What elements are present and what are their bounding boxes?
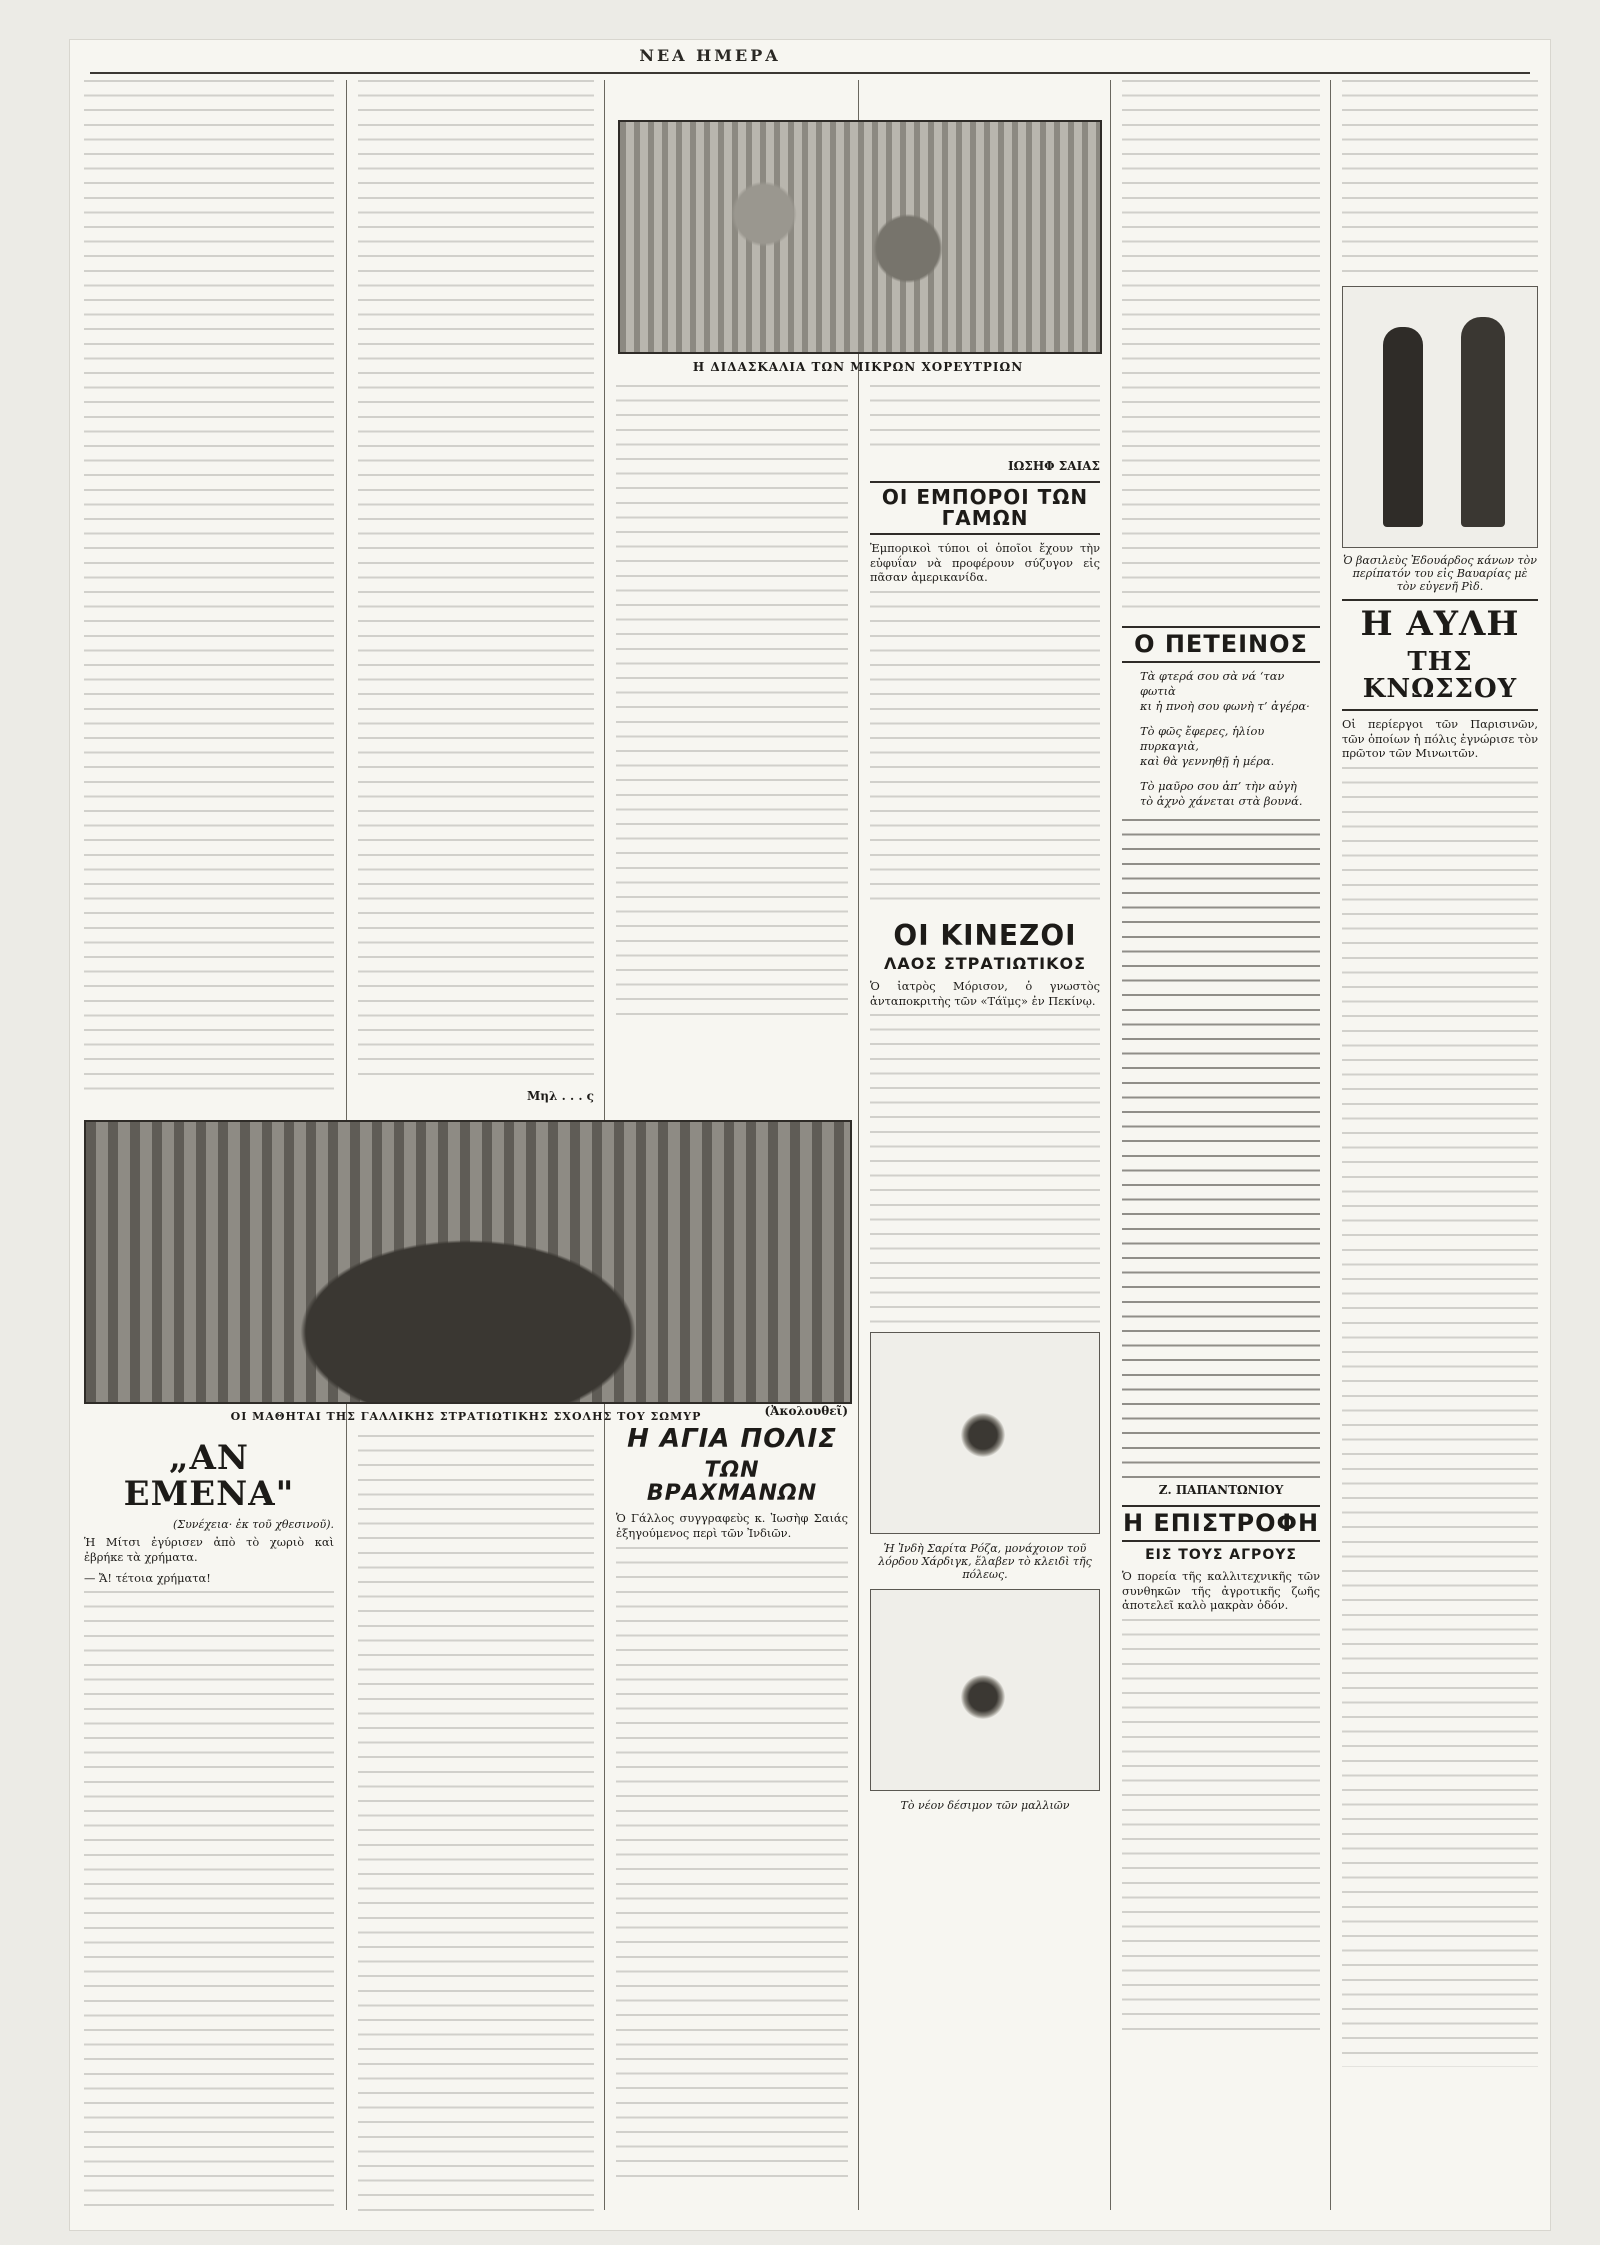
text-lines <box>870 385 1100 455</box>
masthead: ΝΕΑ ΗΜΕΡΑ <box>639 46 781 65</box>
avli-subtitle: ΤΗΣ ΚΝΩΣΣΟΥ <box>1342 649 1538 712</box>
peteinos-stanza-1: Τὰ φτερά σου σὰ νά ‘ταν φωτιὰ κι ἡ πνοὴ σου φωνὴ τ’ ἀγέρα· <box>1140 669 1310 714</box>
column-1-top <box>84 80 334 1100</box>
peteinos-stanza-3: Τὸ μαῦρο σου ἀπ’ τὴν αὐγὴ τὸ ἀχνὸ χάνεται στὰ βουνά. <box>1140 779 1303 809</box>
dancers-caption: Η ΔΙΔΑΣΚΑΛΙΑ ΤΩΝ ΜΙΚΡΩΝ ΧΟΡΕΥΤΡΙΩΝ <box>692 360 1024 374</box>
agia-polis-title: Η ΑΓΙΑ ΠΟΛΙΣ <box>627 1424 837 1454</box>
text-lines <box>616 385 848 1025</box>
dancers-more: (Ἀκολουθεῖ) <box>764 1404 848 1418</box>
peteinos-stanza-2: Τὸ φῶς ἔφερες, ἡλίου πυρκαγιὰ, καὶ θὰ γεννηθῇ ἡ μέρα. <box>1140 724 1275 769</box>
anemena-text-1: Ἡ Μίτσι ἐγύρισεν ἀπὸ τὸ χωριὸ καὶ ἐβρήκε τὰ χρήματα. <box>84 1535 334 1564</box>
sarah-bottom-caption: Τὸ νέον δέσιμον τῶν μαλλιῶν <box>900 1799 1070 1813</box>
column-2-signature: Μηλ . . . ς <box>527 1089 594 1103</box>
text-lines <box>358 80 594 1085</box>
column-2-bottom <box>358 1435 594 2215</box>
epistrofi-text: Ὁ πορεία τῆς καλλιτεχνικῆς τῶν συνθηκῶν τῆς ἀγροτικῆς ζωῆς ἀποτελεῖ καλὸ μακρὰν ὁδόν. <box>1122 1569 1320 1613</box>
column-3-text <box>616 385 848 1025</box>
hairstyle-image <box>961 1413 1005 1457</box>
avli-text: Οἱ περίεργοι τῶν Παρισινῶν, τῶν ὁποίων ἡ πόλις ἐγνώρισε τὸν πρῶτον τῶν Μινωιτῶν. <box>1342 717 1538 761</box>
sarah-caption: Ἡ Ἰνδὴ Σαρίτα Ρόζα, μονάχοιον τοῦ λόρδου Χάρδιγκ, ἕλαβεν τὸ κλειδὶ τῆς πόλεως. <box>878 1542 1092 1582</box>
figure-silhouette <box>1461 317 1505 527</box>
text-lines <box>84 80 334 1100</box>
column-3-bottom <box>616 1040 848 2210</box>
text-lines <box>870 1014 1100 1324</box>
text-lines <box>870 591 1100 911</box>
column-5 <box>1122 80 1320 2210</box>
avli-title: Η ΑΥΛΗ <box>1342 599 1538 643</box>
newspaper-page <box>70 40 1550 2230</box>
anemena-title: „ΑΝ ΕΜΕΝΑ" <box>123 1438 295 1514</box>
column-rule <box>858 80 859 2210</box>
king-caption: Ὁ βασιλεὺς Ἐδουάρδος κάνων τὸν περίπατόν του εἰς Βαυαρίας μὲ τὸν εὐγενῆ Ρὶδ. <box>1343 554 1537 593</box>
agia-polis-text: Ὁ Γάλλος συγγραφεὺς κ. Ἰωσὴφ Σαιάς ἐξηγούμενος περὶ τῶν Ἰνδιῶν. <box>616 1511 848 1541</box>
text-lines <box>358 1435 594 2215</box>
dancers-photo <box>618 120 1102 354</box>
kinezoi-subtitle: ΛΑΟΣ ΣΤΡΑΤΙΩΤΙΚΟΣ <box>883 954 1087 974</box>
epistrofi-title: Η ΕΠΙΣΤΡΟΦΗ <box>1122 1505 1320 1542</box>
text-lines <box>84 1591 334 2215</box>
empori-author: ΙΩΣΗΦ ΣΑΙΑΣ <box>1008 459 1100 473</box>
anemena-subtitle: (Συνέχεια· ἐκ τοῦ χθεσινοῦ). <box>173 1518 334 1532</box>
poem-lines <box>1122 819 1320 1479</box>
column-4 <box>870 385 1100 2195</box>
column-rule <box>1330 80 1331 2210</box>
top-rule <box>90 72 1530 74</box>
agia-polis-subtitle: ΤΩΝ ΒΡΑΧΜΑΝΩΝ <box>646 1458 818 1507</box>
column-rule <box>1110 80 1111 2210</box>
cavalry-caption: ΟΙ ΜΑΘΗΤΑΙ ΤΗΣ ΓΑΛΛΙΚΗΣ ΣΤΡΑΤΙΩΤΙΚΗΣ ΣΧΟΛΗΣ ΤΟΥ ΣΩΜΥΡ <box>230 1410 702 1423</box>
figure-silhouette <box>1383 327 1423 527</box>
empori-text: Ἐμπορικοὶ τύποι οἱ ὁποῖοι ἔχουν τὴν εὐφυΐαν νὰ προφέρουν σύζυγον εἰς πᾶσαν ἀμερικανίδα. <box>870 541 1100 585</box>
text-lines <box>1122 1619 1320 2039</box>
anemena-article <box>84 1435 334 2215</box>
hairstyle-photo-2 <box>870 1589 1100 1791</box>
column-6 <box>1342 80 1538 2210</box>
peteinos-title: Ο ΠΕΤΕΙΝΟΣ <box>1122 626 1320 663</box>
kinezoi-title: ΟΙ ΚΙΝΕΖΟΙ <box>893 918 1077 952</box>
hairstyle-image <box>961 1675 1005 1719</box>
column-2-top <box>358 80 594 1110</box>
kinezoi-text: Ὁ ἰατρὸς Μόρισον, ὁ γνωστὸς ἀνταποκριτὴς τῶν «Τάϊμς» ἐν Πεκίνῳ. <box>870 978 1100 1008</box>
text-lines <box>616 1547 848 2187</box>
spacer <box>616 1040 848 1400</box>
epistrofi-subtitle: ΕΙΣ ΤΟΥΣ ΑΓΡΟΥΣ <box>1145 1547 1297 1564</box>
hairstyle-photo-1 <box>870 1332 1100 1534</box>
text-lines <box>1342 80 1538 280</box>
peteinos-author: Ζ. ΠΑΠΑΝΤΩΝΙΟΥ <box>1158 1483 1284 1498</box>
text-lines <box>1342 767 1538 2067</box>
anemena-text-2: — Ἄ! τέτοια χρήματα! <box>84 1570 211 1585</box>
empori-title: ΟΙ ΕΜΠΟΡΟΙ ΤΩΝ ΓΑΜΩΝ <box>870 481 1100 535</box>
text-lines <box>1122 80 1320 620</box>
king-photo <box>1342 286 1538 548</box>
